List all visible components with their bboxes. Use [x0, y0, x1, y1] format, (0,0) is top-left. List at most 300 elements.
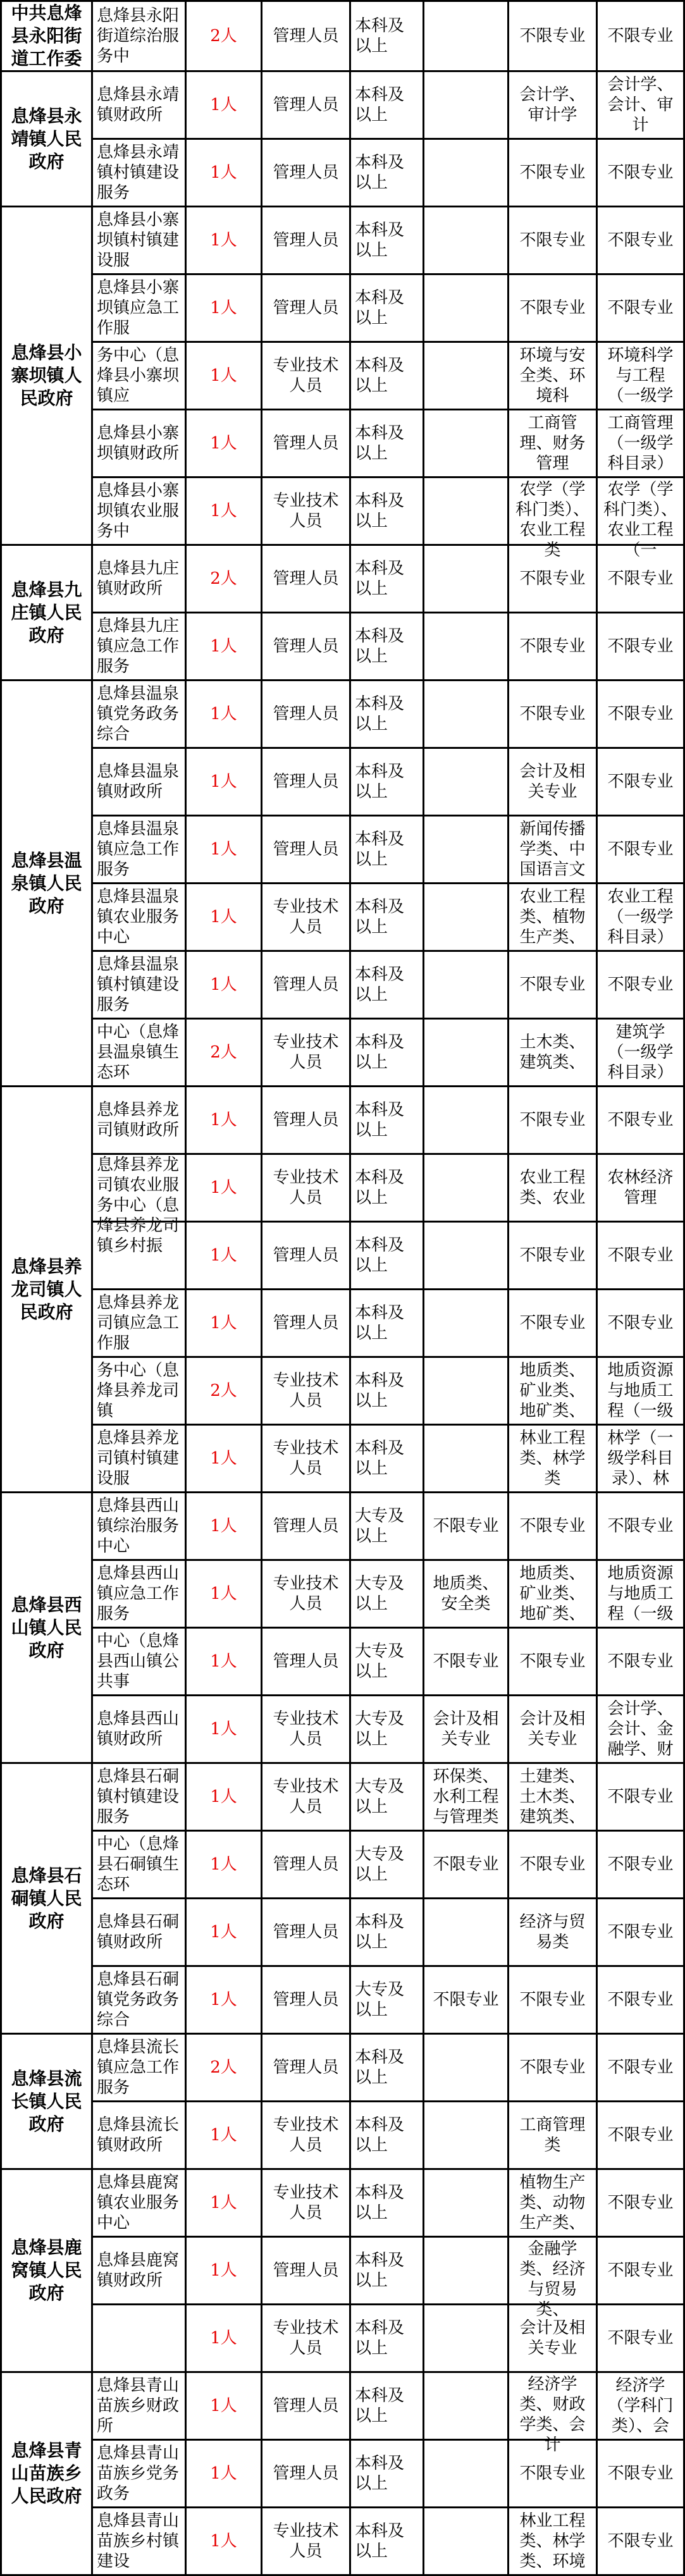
major-graduate-text: 不限专业 — [607, 2193, 674, 2212]
major-graduate-text: 工商管理（一级学科目录） — [607, 414, 674, 473]
major-bachelor-text: 会计学、审计学 — [519, 85, 586, 125]
education-cell — [350, 748, 424, 816]
education-text: 本科及以上 — [355, 491, 405, 531]
major-graduate-text: 不限专业 — [607, 2126, 674, 2145]
table-row — [1, 1019, 684, 1087]
headcount-cell — [186, 1222, 262, 1290]
major-graduate-cell — [597, 1154, 684, 1222]
department-text: 息烽县鹿窝镇财政所 — [97, 2251, 180, 2290]
major-graduate-text: 会计学、会计、审计 — [607, 75, 674, 135]
department-text: 息烽县永靖镇财政所 — [97, 85, 180, 125]
department-text: 息烽县小寨坝镇财政所 — [97, 424, 180, 463]
headcount-cell — [186, 2508, 262, 2575]
position-category-cell — [262, 884, 350, 951]
major-bachelor-cell — [509, 1493, 597, 1560]
major-graduate-cell — [597, 1696, 684, 1763]
department-text: 息烽县永阳街道综治服务中 — [97, 6, 180, 66]
major-graduate-text: 不限专业 — [607, 27, 674, 46]
major-graduate-text: 不限专业 — [607, 1923, 674, 1942]
position-category-cell — [262, 951, 350, 1019]
major-bachelor-cell — [509, 342, 597, 410]
major-bachelor-cell — [509, 1763, 597, 1831]
headcount-text: 1人 — [210, 502, 237, 521]
headcount-text: 1人 — [210, 2193, 237, 2212]
major-junior-college-cell — [424, 1425, 509, 1493]
headcount-text: 1人 — [210, 1178, 237, 1197]
position-category-text: 管理人员 — [273, 840, 339, 859]
position-category-cell — [262, 410, 350, 478]
major-graduate-text: 环境科学与工程（一级学 — [607, 346, 674, 405]
major-graduate-cell — [597, 1, 684, 71]
headcount-cell — [186, 2169, 262, 2237]
major-junior-college-cell — [424, 951, 509, 1019]
position-category-cell — [262, 2237, 350, 2305]
major-junior-college-text: 会计及相关专业 — [433, 1710, 499, 1749]
table-row — [1, 1087, 684, 1154]
department-text: 中心（息烽县石硐镇生态环 — [97, 1835, 180, 1894]
department-text: 务中心（息烽县养龙司镇 — [97, 1361, 180, 1420]
major-bachelor-cell — [509, 1966, 597, 2034]
table-row — [1, 207, 684, 274]
headcount-text: 1人 — [210, 1449, 237, 1468]
headcount-text: 1人 — [210, 1855, 237, 1874]
headcount-cell — [186, 1899, 262, 1966]
headcount-cell — [186, 1763, 262, 1831]
education-cell — [350, 1899, 424, 1966]
table-row — [1, 1899, 684, 1966]
major-bachelor-cell — [509, 1290, 597, 1357]
department-cell — [92, 1019, 186, 1087]
major-bachelor-cell — [509, 139, 597, 207]
major-graduate-cell — [597, 139, 684, 207]
education-cell — [350, 681, 424, 748]
headcount-text: 1人 — [210, 2532, 237, 2551]
headcount-cell — [186, 2305, 262, 2372]
major-graduate-cell — [597, 1831, 684, 1899]
position-category-text: 管理人员 — [273, 1246, 339, 1265]
department-text: 息烽县九庄镇财政所 — [97, 559, 180, 598]
department-cell — [92, 1763, 186, 1831]
department-cell — [92, 1696, 186, 1763]
position-category-text: 管理人员 — [273, 975, 339, 994]
major-graduate-cell — [597, 274, 684, 342]
major-junior-college-cell — [424, 1966, 509, 2034]
major-junior-college-cell — [424, 748, 509, 816]
position-category-text: 管理人员 — [273, 2058, 339, 2077]
unit-name-cell: 息烽县青山苗族乡人民政府 — [1, 2372, 92, 2575]
table-row — [1, 816, 684, 884]
major-graduate-text: 农业工程（一级学科目录） — [607, 887, 674, 947]
headcount-cell — [186, 2102, 262, 2169]
major-graduate-text: 不限专业 — [607, 1246, 674, 1265]
position-category-text: 管理人员 — [273, 96, 339, 114]
major-graduate-cell — [597, 1222, 684, 1290]
position-category-cell — [262, 1831, 350, 1899]
major-junior-college-cell — [424, 1696, 509, 1763]
major-graduate-text: 不限专业 — [607, 1990, 674, 2009]
major-bachelor-text: 不限专业 — [519, 231, 586, 250]
position-category-cell — [262, 1899, 350, 1966]
headcount-text: 1人 — [210, 2329, 237, 2348]
major-bachelor-text: 会计及相关专业 — [519, 1710, 586, 1749]
major-bachelor-cell — [509, 71, 597, 139]
department-cell — [92, 2034, 186, 2102]
headcount-text: 2人 — [210, 569, 237, 588]
department-cell — [92, 1154, 186, 1255]
major-graduate-text: 不限专业 — [607, 2329, 674, 2348]
major-junior-college-cell — [424, 1019, 509, 1087]
headcount-cell — [186, 681, 262, 748]
unit-name-cell: 息烽县永靖镇人民政府 — [1, 71, 92, 207]
position-category-cell — [262, 1628, 350, 1696]
position-category-text: 专业技术人员 — [273, 2183, 339, 2222]
position-category-text: 管理人员 — [273, 772, 339, 791]
headcount-text: 1人 — [210, 637, 237, 656]
position-category-cell — [262, 748, 350, 816]
position-category-cell — [262, 1, 350, 71]
major-graduate-text: 不限专业 — [607, 569, 674, 588]
major-bachelor-cell — [509, 2102, 597, 2169]
headcount-cell — [186, 1696, 262, 1763]
major-bachelor-text: 不限专业 — [519, 1990, 586, 2009]
position-category-cell — [262, 1222, 350, 1290]
unit-name-cell: 息烽县养龙司镇人民政府 — [1, 1087, 92, 1493]
major-bachelor-text: 不限专业 — [519, 705, 586, 724]
department-text: 息烽县西山镇应急工作服务 — [97, 1564, 180, 1624]
education-text: 本科及以上 — [355, 2319, 405, 2358]
major-bachelor-cell — [509, 1425, 597, 1493]
headcount-text: 1人 — [210, 1314, 237, 1333]
major-bachelor-text: 土建类、土木类、建筑类、 — [519, 1767, 586, 1827]
education-cell — [350, 1628, 424, 1696]
position-category-cell — [262, 1493, 350, 1560]
table-row — [1, 951, 684, 1019]
department-text: 息烽县温泉镇应急工作服务 — [97, 820, 180, 879]
education-cell — [350, 816, 424, 884]
headcount-text: 1人 — [210, 1111, 237, 1130]
major-graduate-text: 不限专业 — [607, 231, 674, 250]
department-cell — [92, 1357, 186, 1425]
table-row — [1, 1763, 684, 1831]
unit-name-cell: 息烽县小寨坝镇人民政府 — [1, 207, 92, 545]
department-text: 息烽县石硐镇党务政务综合 — [97, 1970, 180, 2030]
department-text: 息烽县永靖镇村镇建设服务 — [97, 143, 180, 202]
major-bachelor-text: 不限专业 — [519, 1855, 586, 1874]
headcount-cell — [186, 71, 262, 139]
position-category-cell — [262, 71, 350, 139]
department-text: 息烽县石硐镇财政所 — [97, 1913, 180, 1952]
headcount-cell — [186, 2372, 262, 2440]
position-category-cell — [262, 1560, 350, 1628]
major-bachelor-text: 经济学类、财政学类、会计 — [519, 2375, 586, 2455]
headcount-cell — [186, 2440, 262, 2508]
major-bachelor-cell — [509, 1696, 597, 1763]
table-row — [1, 1560, 684, 1628]
position-category-text: 管理人员 — [273, 1855, 339, 1874]
major-graduate-cell — [597, 2102, 684, 2169]
department-cell — [92, 884, 186, 951]
position-category-cell — [262, 1154, 350, 1222]
unit-name-cell: 息烽县温泉镇人民政府 — [1, 681, 92, 1087]
major-graduate-cell — [597, 342, 684, 410]
education-text: 本科及以上 — [355, 2386, 405, 2425]
department-text: 息烽县温泉镇财政所 — [97, 762, 180, 801]
headcount-text: 1人 — [210, 434, 237, 453]
major-junior-college-cell — [424, 884, 509, 951]
major-bachelor-cell — [509, 1154, 597, 1222]
position-category-cell — [262, 2169, 350, 2237]
education-cell — [350, 1966, 424, 2034]
department-text: 息烽县小寨坝镇农业服务中 — [97, 481, 180, 541]
position-category-text: 管理人员 — [273, 163, 339, 182]
education-text: 本科及以上 — [355, 830, 405, 869]
position-category-text: 专业技术人员 — [273, 2116, 339, 2155]
education-text: 大专及以上 — [355, 1710, 405, 1749]
major-junior-college-cell — [424, 2034, 509, 2102]
major-junior-college-text: 地质类、安全类 — [433, 1574, 499, 1613]
education-cell — [350, 951, 424, 1019]
education-text: 大专及以上 — [355, 1777, 405, 1816]
headcount-text: 1人 — [210, 1652, 237, 1671]
major-bachelor-cell — [509, 1222, 597, 1290]
education-cell — [350, 2169, 424, 2237]
position-category-text: 专业技术人员 — [273, 1777, 339, 1816]
education-cell — [350, 1696, 424, 1763]
major-junior-college-cell — [424, 1763, 509, 1831]
position-category-text: 管理人员 — [273, 1923, 339, 1942]
headcount-text: 1人 — [210, 772, 237, 791]
department-cell — [92, 2169, 186, 2237]
major-bachelor-text: 工商管理类 — [519, 2116, 586, 2155]
headcount-text: 1人 — [210, 1720, 237, 1739]
education-text: 本科及以上 — [355, 897, 405, 937]
education-cell — [350, 1087, 424, 1154]
headcount-text: 1人 — [210, 366, 237, 385]
position-category-text: 管理人员 — [273, 1517, 339, 1536]
education-cell — [350, 1, 424, 71]
major-junior-college-cell — [424, 816, 509, 884]
table-row — [1, 1628, 684, 1696]
major-junior-college-cell — [424, 274, 509, 342]
position-category-text: 专业技术人员 — [273, 1574, 339, 1613]
major-graduate-text: 不限专业 — [607, 705, 674, 724]
major-junior-college-cell — [424, 2508, 509, 2575]
major-bachelor-text: 不限专业 — [519, 2058, 586, 2077]
headcount-text: 1人 — [210, 163, 237, 182]
headcount-text: 2人 — [210, 1043, 237, 1062]
major-graduate-cell — [597, 2305, 684, 2372]
major-bachelor-text: 环境与安全类、环境科 — [519, 346, 586, 405]
headcount-text: 1人 — [210, 1246, 237, 1265]
major-bachelor-cell — [509, 410, 597, 478]
major-bachelor-text: 会计及相关专业 — [519, 2319, 586, 2358]
headcount-text: 1人 — [210, 299, 237, 317]
position-category-cell — [262, 2034, 350, 2102]
major-junior-college-cell — [424, 545, 509, 613]
education-text: 本科及以上 — [355, 1236, 405, 1275]
major-junior-college-cell — [424, 1831, 509, 1899]
position-category-text: 管理人员 — [273, 705, 339, 724]
position-category-text: 专业技术人员 — [273, 897, 339, 937]
department-text: 息烽县鹿窝镇农业服务中心 — [97, 2173, 180, 2233]
position-category-text: 管理人员 — [273, 637, 339, 656]
table-row — [1, 1290, 684, 1357]
position-category-cell — [262, 1290, 350, 1357]
major-graduate-cell — [597, 2237, 684, 2305]
education-cell — [350, 1154, 424, 1222]
major-junior-college-cell — [424, 1290, 509, 1357]
department-cell — [92, 748, 186, 816]
department-cell — [92, 545, 186, 613]
department-cell — [92, 1966, 186, 2034]
position-category-cell — [262, 1357, 350, 1425]
education-text: 本科及以上 — [355, 16, 405, 56]
position-category-cell — [262, 681, 350, 748]
position-category-cell — [262, 2102, 350, 2169]
major-graduate-cell — [597, 2508, 684, 2575]
major-bachelor-cell — [509, 1899, 597, 1966]
major-graduate-cell — [597, 1899, 684, 1966]
table-row — [1, 2305, 684, 2372]
position-category-cell — [262, 1425, 350, 1493]
department-text: 息烽县青山苗族乡村镇建设 — [97, 2511, 180, 2571]
position-category-cell — [262, 1763, 350, 1831]
major-junior-college-cell — [424, 1899, 509, 1966]
major-bachelor-text: 不限专业 — [519, 1246, 586, 1265]
headcount-cell — [186, 1, 262, 71]
position-category-text: 管理人员 — [273, 27, 339, 46]
education-text: 本科及以上 — [355, 288, 405, 328]
position-category-cell — [262, 1966, 350, 2034]
position-category-cell — [262, 207, 350, 274]
position-category-text: 专业技术人员 — [273, 491, 339, 531]
major-graduate-text: 农学（学科门类）、农业工程（一 — [603, 480, 677, 560]
department-text: 中心（息烽县西山镇公共事 — [97, 1632, 180, 1691]
education-cell — [350, 2102, 424, 2169]
education-cell — [350, 613, 424, 681]
major-bachelor-text: 新闻传播学类、中国语言文 — [519, 820, 586, 879]
education-text: 本科及以上 — [355, 85, 405, 125]
major-graduate-cell — [597, 410, 684, 478]
major-bachelor-cell — [509, 1087, 597, 1154]
education-text: 大专及以上 — [355, 1845, 405, 1884]
major-junior-college-text: 不限专业 — [433, 1652, 499, 1671]
major-bachelor-cell — [509, 1560, 597, 1628]
major-bachelor-cell — [509, 1357, 597, 1425]
major-graduate-text: 不限专业 — [607, 975, 674, 994]
headcount-cell — [186, 1966, 262, 2034]
headcount-text: 2人 — [210, 1381, 237, 1400]
position-category-cell — [262, 478, 350, 545]
department-cell — [92, 207, 186, 274]
major-bachelor-cell — [509, 2237, 597, 2319]
major-graduate-text: 不限专业 — [607, 1652, 674, 1671]
major-junior-college-cell — [424, 2237, 509, 2305]
position-category-text: 管理人员 — [273, 434, 339, 453]
major-graduate-text: 林学（一级学科目录）、林 — [607, 1429, 674, 1488]
major-graduate-cell — [597, 207, 684, 274]
headcount-text: 1人 — [210, 2261, 237, 2280]
department-cell — [92, 1, 186, 71]
education-cell — [350, 884, 424, 951]
major-graduate-text: 不限专业 — [607, 2261, 674, 2280]
position-category-cell — [262, 342, 350, 410]
department-text: 息烽县青山苗族乡财政所 — [97, 2376, 180, 2436]
headcount-cell — [186, 613, 262, 681]
headcount-cell — [186, 410, 262, 478]
department-text: 息烽县小寨坝镇村镇建设服 — [97, 211, 180, 270]
education-text: 本科及以上 — [355, 1168, 405, 1207]
headcount-cell — [186, 478, 262, 545]
major-graduate-text: 不限专业 — [607, 637, 674, 656]
major-bachelor-cell — [509, 2034, 597, 2102]
major-bachelor-text: 不限专业 — [519, 27, 586, 46]
major-junior-college-cell — [424, 71, 509, 139]
department-cell — [92, 478, 186, 545]
major-graduate-cell — [597, 1560, 684, 1628]
major-bachelor-text: 农业工程类、农业 — [519, 1168, 586, 1207]
education-cell — [350, 545, 424, 613]
headcount-text: 1人 — [210, 96, 237, 114]
education-text: 本科及以上 — [355, 2048, 405, 2087]
unit-name-cell: 息烽县流长镇人民政府 — [1, 2034, 92, 2169]
department-text: 务中心（息烽县小寨坝镇应 — [97, 346, 180, 405]
major-graduate-cell — [597, 613, 684, 681]
education-cell — [350, 2372, 424, 2440]
headcount-cell — [186, 1087, 262, 1154]
headcount-cell — [186, 139, 262, 207]
major-junior-college-cell — [424, 1222, 509, 1290]
headcount-text: 1人 — [210, 1517, 237, 1536]
major-junior-college-cell — [424, 410, 509, 478]
table-row — [1, 884, 684, 951]
major-bachelor-cell — [509, 613, 597, 681]
department-cell — [92, 1628, 186, 1696]
major-bachelor-cell — [509, 1831, 597, 1899]
major-graduate-text: 建筑学（一级学科目录） — [607, 1023, 674, 1082]
department-text: 中心（息烽县温泉镇生态环 — [97, 1023, 180, 1082]
position-category-text: 管理人员 — [273, 1111, 339, 1130]
major-bachelor-text: 不限专业 — [519, 2464, 586, 2483]
major-graduate-cell — [597, 478, 684, 560]
major-graduate-text: 地质资源与地质工程（一级 — [607, 1564, 674, 1624]
table-row — [1, 545, 684, 613]
major-junior-college-text: 不限专业 — [433, 1990, 499, 2009]
major-bachelor-text: 不限专业 — [519, 975, 586, 994]
department-cell — [92, 1425, 186, 1493]
education-cell — [350, 478, 424, 545]
education-text: 本科及以上 — [355, 356, 405, 395]
table-row — [1, 2372, 684, 2440]
headcount-text: 1人 — [210, 1990, 237, 2009]
position-category-text: 管理人员 — [273, 2396, 339, 2415]
major-graduate-text: 不限专业 — [607, 772, 674, 791]
table-row — [1, 2440, 684, 2508]
major-graduate-cell — [597, 816, 684, 884]
education-text: 本科及以上 — [355, 424, 405, 463]
education-cell — [350, 2305, 424, 2372]
major-graduate-cell — [597, 2372, 684, 2440]
major-junior-college-cell — [424, 1087, 509, 1154]
education-text: 本科及以上 — [355, 1100, 405, 1140]
education-cell — [350, 1831, 424, 1899]
education-text: 大专及以上 — [355, 1574, 405, 1613]
position-category-text: 专业技术人员 — [273, 2522, 339, 2561]
major-bachelor-text: 不限专业 — [519, 637, 586, 656]
department-cell — [92, 1087, 186, 1154]
major-graduate-cell — [597, 681, 684, 748]
department-cell — [92, 139, 186, 207]
